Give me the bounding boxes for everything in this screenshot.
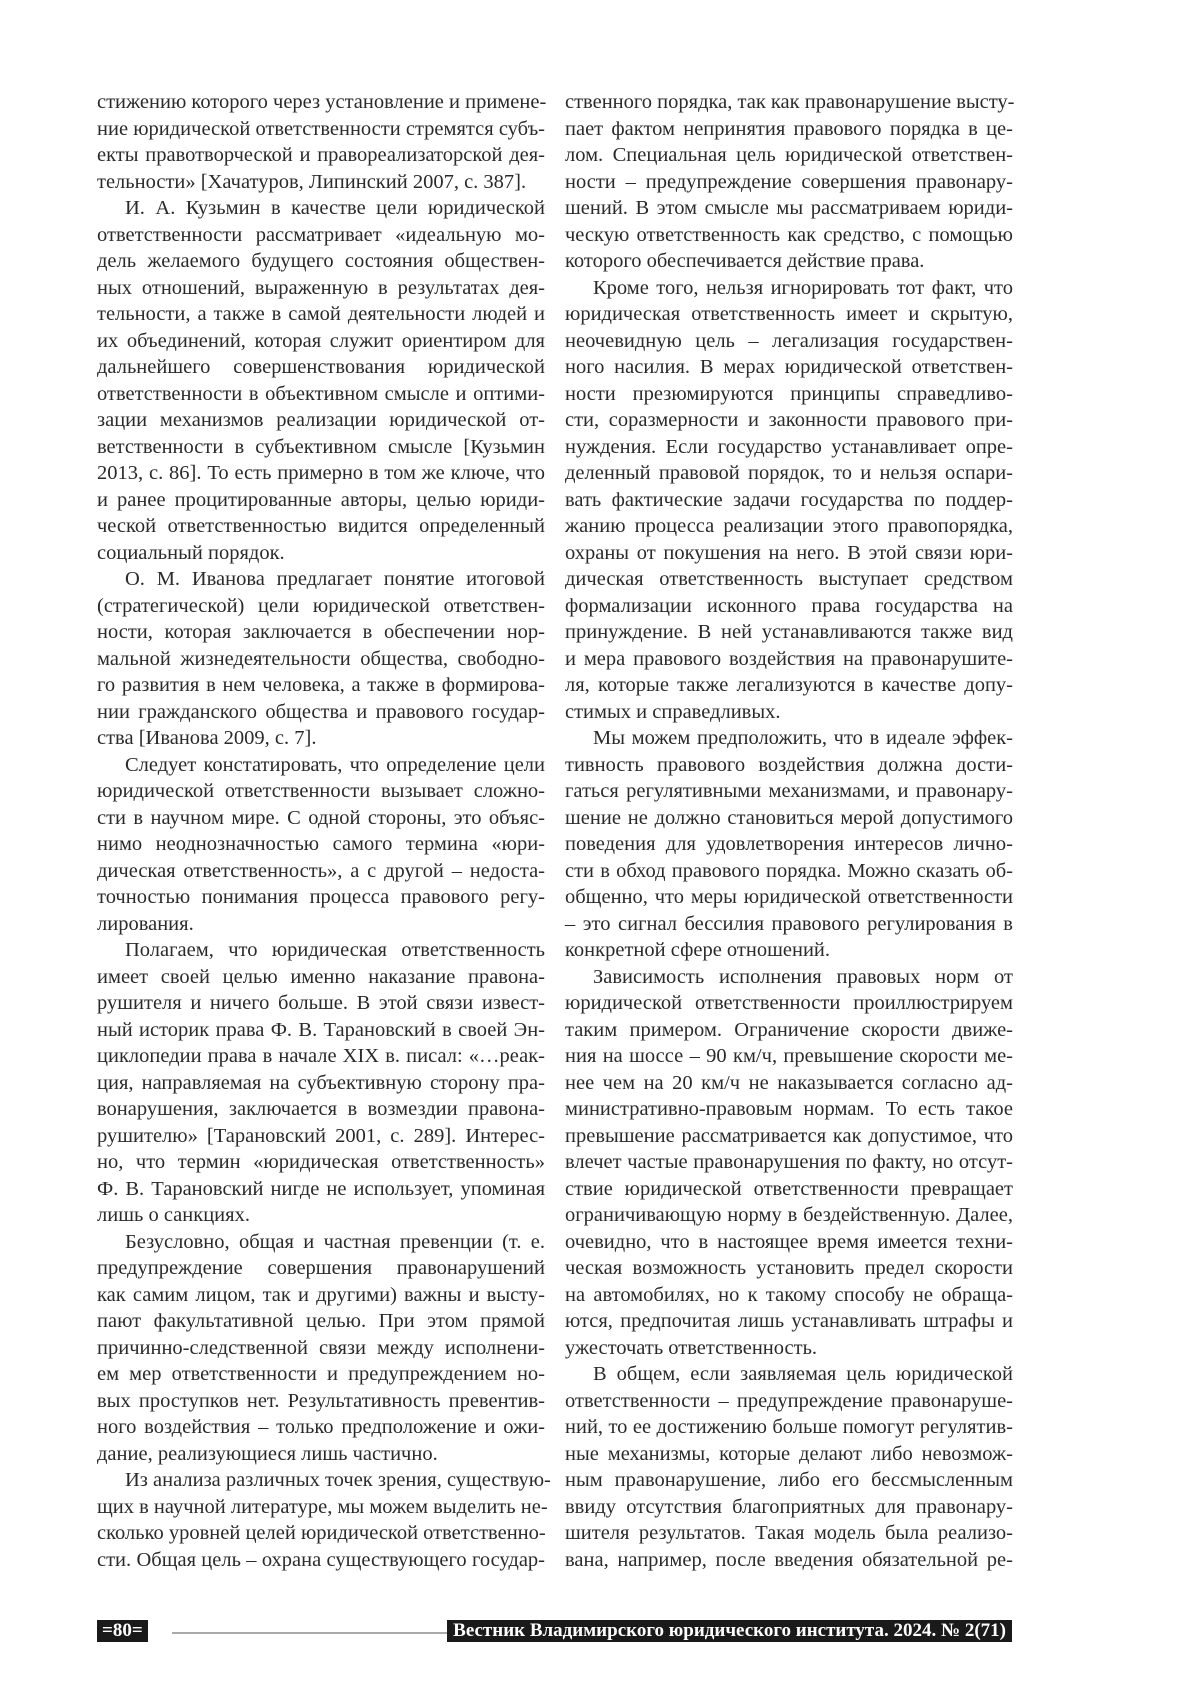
text-line: и ранее процитированные авторы, целью юриди- xyxy=(97,487,545,514)
text-line: (стратегической) цели юридической ответствен- xyxy=(97,593,545,620)
text-line: вых проступков нет. Результативность превентив- xyxy=(97,1388,545,1415)
text-line: нуждения. Если государство устанавливает опре- xyxy=(565,434,1013,461)
text-line: пают факультативной целью. При этом прямой xyxy=(97,1308,545,1335)
paragraph xyxy=(97,566,545,752)
text-line: формализации исконного права государства на xyxy=(565,593,1013,620)
text-line: Полагаем, что юридическая ответственность xyxy=(97,937,545,964)
text-line: стижению которого через установление и примене- xyxy=(97,89,545,116)
text-line: Следует констатировать, что определение цели xyxy=(97,752,545,779)
text-line: ности презюмируются принципы справедливо- xyxy=(565,381,1013,408)
text-line: дическая ответственность выступает средством xyxy=(565,566,1013,593)
text-line: имеет своей целью именно наказание правона- xyxy=(97,964,545,991)
text-line: шений. В этом смысле мы рассматриваем юриди- xyxy=(565,195,1013,222)
paragraph xyxy=(565,725,1013,964)
text-line: принуждение. В ней устанавливаются также вид xyxy=(565,619,1013,646)
text-line: ужесточать ответственность. xyxy=(565,1335,1013,1362)
text-line: мальной жизнедеятельности общества, свободно- xyxy=(97,646,545,673)
text-line: но, что термин «юридическая ответственность» xyxy=(97,1149,545,1176)
text-line: нии гражданского общества и правового государ- xyxy=(97,699,545,726)
text-line: лишь о санкциях. xyxy=(97,1202,545,1229)
text-line: нимо неоднозначностью самого термина «юри- xyxy=(97,831,545,858)
paragraph xyxy=(97,937,545,1229)
page-number: =80= xyxy=(97,1620,148,1642)
text-line: ля, которые также легализуются в качестве допу- xyxy=(565,672,1013,699)
text-line: ввиду отсутствия благоприятных для правонару- xyxy=(565,1494,1013,1521)
text-line: таким примером. Ограничение скорости движе- xyxy=(565,1017,1013,1044)
text-line: ограничивающую норму в бездейственную. Далее, xyxy=(565,1202,1013,1229)
text-line: их объединений, которая служит ориентиром для xyxy=(97,328,545,355)
text-line: нее чем на 20 км/ч не наказывается согласно ад- xyxy=(565,1070,1013,1097)
text-line: – это сигнал бессилия правового регулирования в xyxy=(565,911,1013,938)
text-line: го развития в нем человека, а также в формирова- xyxy=(97,672,545,699)
text-line: на автомобилях, но к такому способу не обраща- xyxy=(565,1282,1013,1309)
text-line: тельности, а также в самой деятельности людей и xyxy=(97,301,545,328)
page-footer xyxy=(97,1620,1012,1644)
text-line: шение не должно становиться мерой допустимого xyxy=(565,805,1013,832)
text-line: ный историк права Ф. В. Тарановский в своей Эн- xyxy=(97,1017,545,1044)
text-line: которого обеспечивается действие права. xyxy=(565,248,1013,275)
text-line: вать фактические задачи государства по поддер- xyxy=(565,487,1013,514)
text-line: юридическая ответственность имеет и скрытую, xyxy=(565,301,1013,328)
text-line: общенно, что меры юридической ответственности xyxy=(565,884,1013,911)
text-line: ности – предупреждение совершения правонару- xyxy=(565,169,1013,196)
text-line: О. М. Иванова предлагает понятие итоговой xyxy=(97,566,545,593)
text-line: ческую ответственность как средство, с помощью xyxy=(565,222,1013,249)
paragraph xyxy=(97,1229,545,1468)
paragraph xyxy=(97,195,545,566)
text-line: превышение рассматривается как допустимое, что xyxy=(565,1123,1013,1150)
text-line: Зависимость исполнения правовых норм от xyxy=(565,964,1013,991)
text-line: поведения для удовлетворения интересов лично- xyxy=(565,831,1013,858)
text-line: В общем, если заявляемая цель юридической xyxy=(565,1361,1013,1388)
text-line: ем мер ответственности и предупреждением но- xyxy=(97,1361,545,1388)
text-line: стимых и справедливых. xyxy=(565,699,1013,726)
text-line: рушителю» [Тарановский 2001, с. 289]. Интерес- xyxy=(97,1123,545,1150)
text-line: И. А. Кузьмин в качестве цели юридической xyxy=(97,195,545,222)
text-line: ответственности – предупреждение правонаруше- xyxy=(565,1388,1013,1415)
text-line: неочевидную цель – легализация государствен- xyxy=(565,328,1013,355)
text-line: дическая ответственность», а с другой – недоста- xyxy=(97,858,545,885)
text-line: юридической ответственности проиллюстрируем xyxy=(565,990,1013,1017)
text-line: сти, соразмерности и законности правового при- xyxy=(565,407,1013,434)
paragraph xyxy=(565,275,1013,726)
text-line: ния на шоссе – 90 км/ч, превышение скорости ме- xyxy=(565,1043,1013,1070)
text-line: влечет частые правонарушения по факту, но отсут- xyxy=(565,1149,1013,1176)
text-line: ются, предпочитая лишь устанавливать штрафы и xyxy=(565,1308,1013,1335)
text-line: и мера правового воздействия на правонарушите- xyxy=(565,646,1013,673)
text-line: ности, которая заключается в обеспечении нор- xyxy=(97,619,545,646)
text-line: дание, реализующиеся лишь частично. xyxy=(97,1441,545,1468)
journal-title: Вестник Владимирского юридического института. 2024. № 2(71) xyxy=(447,1620,1012,1642)
text-line: жанию процесса реализации этого правопорядка, xyxy=(565,513,1013,540)
text-line: Из анализа различных точек зрения, существую- xyxy=(97,1467,545,1494)
paragraph xyxy=(565,89,1013,275)
text-line: конкретной сфере отношений. xyxy=(565,937,1013,964)
text-line: ственного порядка, так как правонарушение высту- xyxy=(565,89,1013,116)
text-line: щих в научной литературе, мы можем выделить не- xyxy=(97,1494,545,1521)
text-line: тивность правового воздействия должна дости- xyxy=(565,752,1013,779)
text-line: сти в научном мире. С одной стороны, это объяс- xyxy=(97,805,545,832)
text-line: ответственности в объективном смысле и оптими- xyxy=(97,381,545,408)
text-line: пает фактом непринятия правового порядка в це- xyxy=(565,116,1013,143)
text-line: очевидно, что в настоящее время имеется техни- xyxy=(565,1229,1013,1256)
text-line: зации механизмов реализации юридической от- xyxy=(97,407,545,434)
text-line: гаться регулятивными механизмами, и правонару- xyxy=(565,778,1013,805)
paragraph xyxy=(565,1361,1013,1573)
text-line: ного насилия. В мерах юридической ответствен- xyxy=(565,354,1013,381)
text-line: ным правонарушение, либо его бессмысленным xyxy=(565,1467,1013,1494)
text-line: 2013, с. 86]. То есть примерно в том же ключе, что xyxy=(97,460,545,487)
text-line: социальный порядок. xyxy=(97,540,545,567)
text-line: точностью понимания процесса правового регу- xyxy=(97,884,545,911)
text-line: министративно-правовым нормам. То есть такое xyxy=(565,1096,1013,1123)
text-line: ний, то ее достижению больше помогут регулятив- xyxy=(565,1414,1013,1441)
text-line: циклопедии права в начале XIX в. писал: «…реак- xyxy=(97,1043,545,1070)
text-line: ческая возможность установить предел скорости xyxy=(565,1255,1013,1282)
footer-divider xyxy=(172,1632,464,1634)
text-line: ответственности рассматривает «идеальную мо- xyxy=(97,222,545,249)
paragraph xyxy=(97,752,545,938)
text-line: Ф. В. Тарановский нигде не использует, упоминая xyxy=(97,1176,545,1203)
text-column-left xyxy=(97,89,545,1573)
text-line: лом. Специальная цель юридической ответствен- xyxy=(565,142,1013,169)
text-line: ческой ответственностью видится определенный xyxy=(97,513,545,540)
text-line: ция, направляемая на субъективную сторону пра- xyxy=(97,1070,545,1097)
text-line: вана, например, после введения обязательной ре- xyxy=(565,1547,1013,1574)
text-line: деленный правовой порядок, то и нельзя оспари- xyxy=(565,460,1013,487)
text-line: дальнейшего совершенствования юридической xyxy=(97,354,545,381)
text-line: Безусловно, общая и частная превенции (т. е. xyxy=(97,1229,545,1256)
text-line: причинно-следственной связи между исполнени- xyxy=(97,1335,545,1362)
text-line: Кроме того, нельзя игнорировать тот факт, что xyxy=(565,275,1013,302)
text-line: дель желаемого будущего состояния обществен- xyxy=(97,248,545,275)
text-line: предупреждение совершения правонарушений xyxy=(97,1255,545,1282)
text-line: Мы можем предположить, что в идеале эффек- xyxy=(565,725,1013,752)
paragraph xyxy=(97,89,545,195)
text-line: лирования. xyxy=(97,911,545,938)
text-line: шителя результатов. Такая модель была реализо- xyxy=(565,1520,1013,1547)
text-line: юридической ответственности вызывает сложно- xyxy=(97,778,545,805)
text-line: ного воздействия – только предположение и ожи- xyxy=(97,1414,545,1441)
text-line: ние юридической ответственности стремятся субъ- xyxy=(97,116,545,143)
text-column-right xyxy=(565,89,1013,1573)
paragraph xyxy=(97,1467,545,1573)
text-line: ствие юридической ответственности превращает xyxy=(565,1176,1013,1203)
text-line: сти в обход правового порядка. Можно сказать об- xyxy=(565,858,1013,885)
paragraph xyxy=(565,964,1013,1362)
text-line: сти. Общая цель – охрана существующего государ- xyxy=(97,1547,545,1574)
text-line: екты правотворческой и правореализаторской дея- xyxy=(97,142,545,169)
text-line: ветственности в субъективном смысле [Кузьмин xyxy=(97,434,545,461)
text-line: тельности» [Хачатуров, Липинский 2007, с. 387]. xyxy=(97,169,545,196)
text-line: рушителя и ничего больше. В этой связи извест- xyxy=(97,990,545,1017)
text-line: вонарушения, заключается в возмездии правона- xyxy=(97,1096,545,1123)
text-line: охраны от покушения на него. В этой связи юри- xyxy=(565,540,1013,567)
text-line: как самим лицом, так и другими) важны и высту- xyxy=(97,1282,545,1309)
text-line: сколько уровней целей юридической ответственно- xyxy=(97,1520,545,1547)
text-line: ные механизмы, которые делают либо невозмож- xyxy=(565,1441,1013,1468)
text-line: ных отношений, выраженную в результатах дея- xyxy=(97,275,545,302)
text-line: ства [Иванова 2009, с. 7]. xyxy=(97,725,545,752)
